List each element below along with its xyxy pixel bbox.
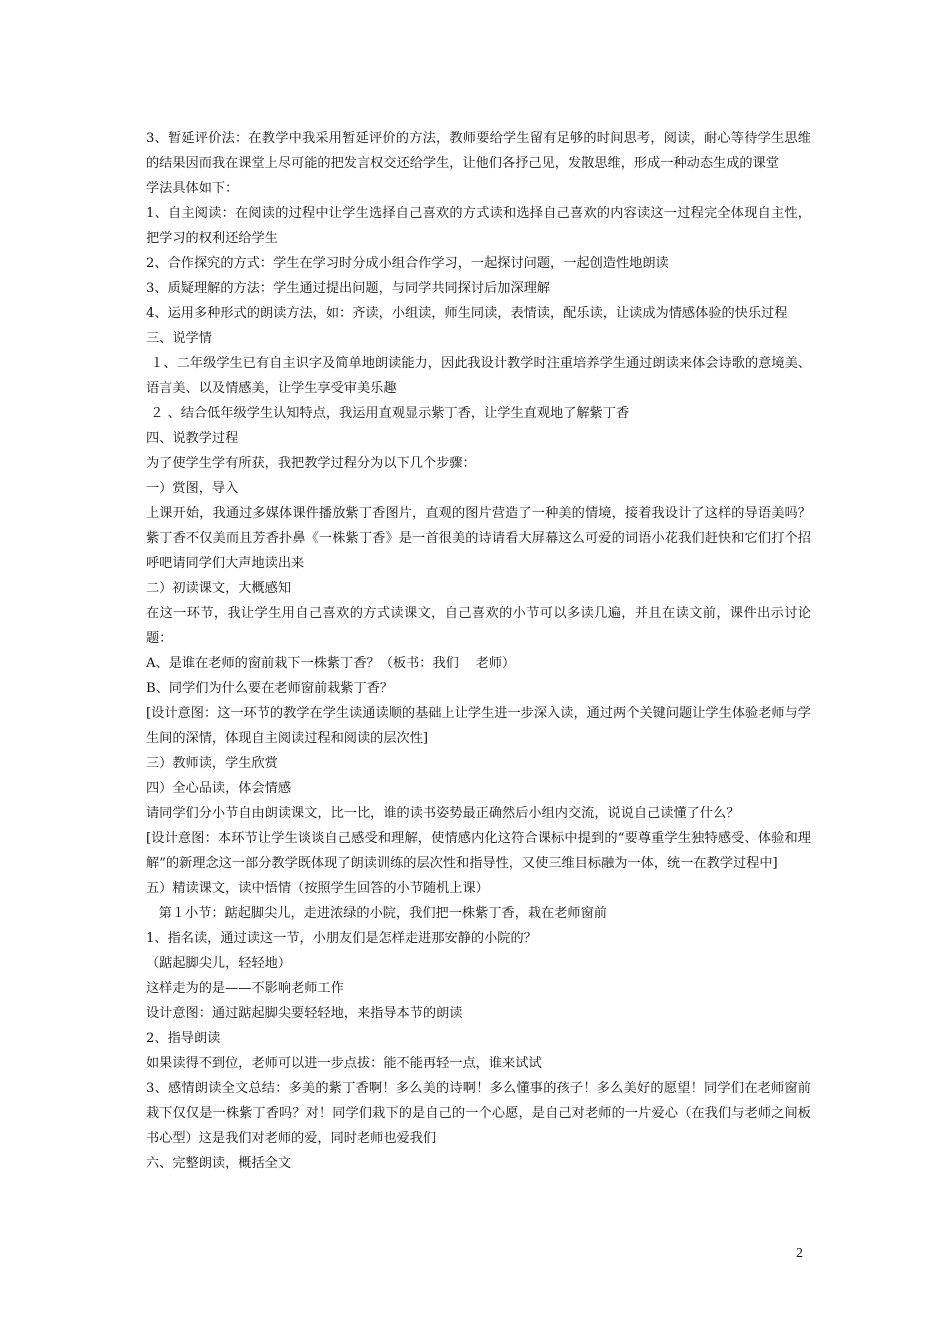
section-heading: 三、说学情 [146,331,212,346]
paragraph: 设计意图：通过踮起脚尖要轻轻地，来指导本节的朗读 [146,1006,463,1021]
section-heading: 四、说教学过程 [146,431,239,446]
paragraph: 如果读得不到位，老师可以进一步点拔：能不能再轻一点，谁来试试 [146,1056,542,1071]
subsection-heading: 一）赏图，导入 [146,481,239,496]
paragraph: 在这一环节，我让学生用自己喜欢的方式读课文，自己喜欢的小节可以多读几遍，并且在读文前，课件出示讨论题： [146,606,811,646]
paragraph: 第１小节：踮起脚尖儿，走进浓绿的小院，我们把一株紫丁香，栽在老师窗前 [146,906,607,921]
paragraph: 这样走为的是——不影响老师工作 [146,981,344,996]
paragraph: 3、暂延评价法：在教学中我采用暂延评价的方法，教师要给学生留有足够的时间思考，阅读，耐心等待学生思维的结果因而我在课堂上尽可能的把发言权交还给学生，让他们各抒己见，发散思维，形成一种动态生成的课堂 [146,131,811,171]
paragraph: 3、质疑理解的方法：学生通过提出问题，与同学共同探讨后加深理解 [146,281,551,296]
document-body [146,126,811,1176]
paragraph: A、是谁在老师的窗前栽下一株紫丁香？（板书：我们 老师） [146,656,516,671]
paragraph: １、二年级学生已有自主识字及简单地朗读能力，因此我设计教学时注重培养学生通过朗读来体会诗歌的意境美、语言美、以及情感美，让学生享受审美乐趣 [146,356,811,396]
paragraph: 为了使学生学有所获，我把教学过程分为以下几个步骤： [146,456,476,471]
section-heading: 六、完整朗读，概括全文 [146,1156,292,1171]
paragraph: 4、运用多种形式的朗读方法，如：齐读，小组读，师生同读，表情读，配乐读，让读成为情感体验的快乐过程 [146,306,788,321]
paragraph: 2、指导朗读 [146,1031,221,1046]
paragraph: （踮起脚尖儿，轻轻地） [146,956,292,971]
paragraph: B、同学们为什么要在老师窗前栽紫丁香？ [146,681,394,696]
design-note: [设计意图：本环节让学生谈谈自己感受和理解，使情感内化这符合课标中提到的“要尊重学生独特感受、体验和理解”的新理念这一部分教学既体现了朗读训练的层次性和指导性，又使三维目标融为一体，统一在教学过程中] [146,831,811,871]
subsection-heading: 三）教师读，学生欣赏 [146,756,278,771]
page-number: 2 [796,1246,803,1261]
subsection-heading: 五）精读课文，读中悟情（按照学生回答的小节随机上课） [146,881,489,896]
paragraph: 3、感情朗读全文总结：多美的紫丁香啊！多么美的诗啊！多么懂事的孩子！多么美好的愿望！同学们在老师窗前栽下仅仅是一株紫丁香吗？对！同学们栽下的是自己的一个心愿，是自己对老师的一片爱心（在我们与老师之间板书心型）这是我们对老师的爱，同时老师也爱我们 [146,1081,811,1146]
paragraph: ２ 、结合低年级学生认知特点，我运用直观显示紫丁香，让学生直观地了解紫丁香 [146,406,630,421]
paragraph: 2、合作探究的方式：学生在学习时分成小组合作学习，一起探讨问题，一起创造性地朗读 [146,256,669,271]
paragraph: 学法具体如下： [146,181,239,196]
paragraph: 1、自主阅读：在阅读的过程中让学生选择自己喜欢的方式读和选择自己喜欢的内容读这一过程完全体现自主性，把学习的权利还给学生 [146,206,811,246]
paragraph: 上课开始，我通过多媒体课件播放紫丁香图片，直观的图片营造了一种美的情境，接着我设计了这样的导语美吗？紫丁香不仅美而且芳香扑鼻《一株紫丁香》是一首很美的诗请看大屏幕这么可爱的词语小花我们赶快和它们打个招呼吧请同学们大声地读出来 [146,506,811,571]
design-note: [设计意图：这一环节的教学在学生读通读顺的基础上让学生进一步深入读，通过两个关键问题让学生体验老师与学生间的深情，体现自主阅读过程和阅读的层次性] [146,706,811,746]
paragraph: 请同学们分小节自由朗读课文，比一比，谁的读书姿势最正确然后小组内交流，说说自己读懂了什么？ [146,806,740,821]
subsection-heading: 二）初读课文，大概感知 [146,581,292,596]
paragraph: 1、指名读，通过读这一节，小朋友们是怎样走进那安静的小院的？ [146,931,537,946]
subsection-heading: 四）全心品读，体会情感 [146,781,292,796]
